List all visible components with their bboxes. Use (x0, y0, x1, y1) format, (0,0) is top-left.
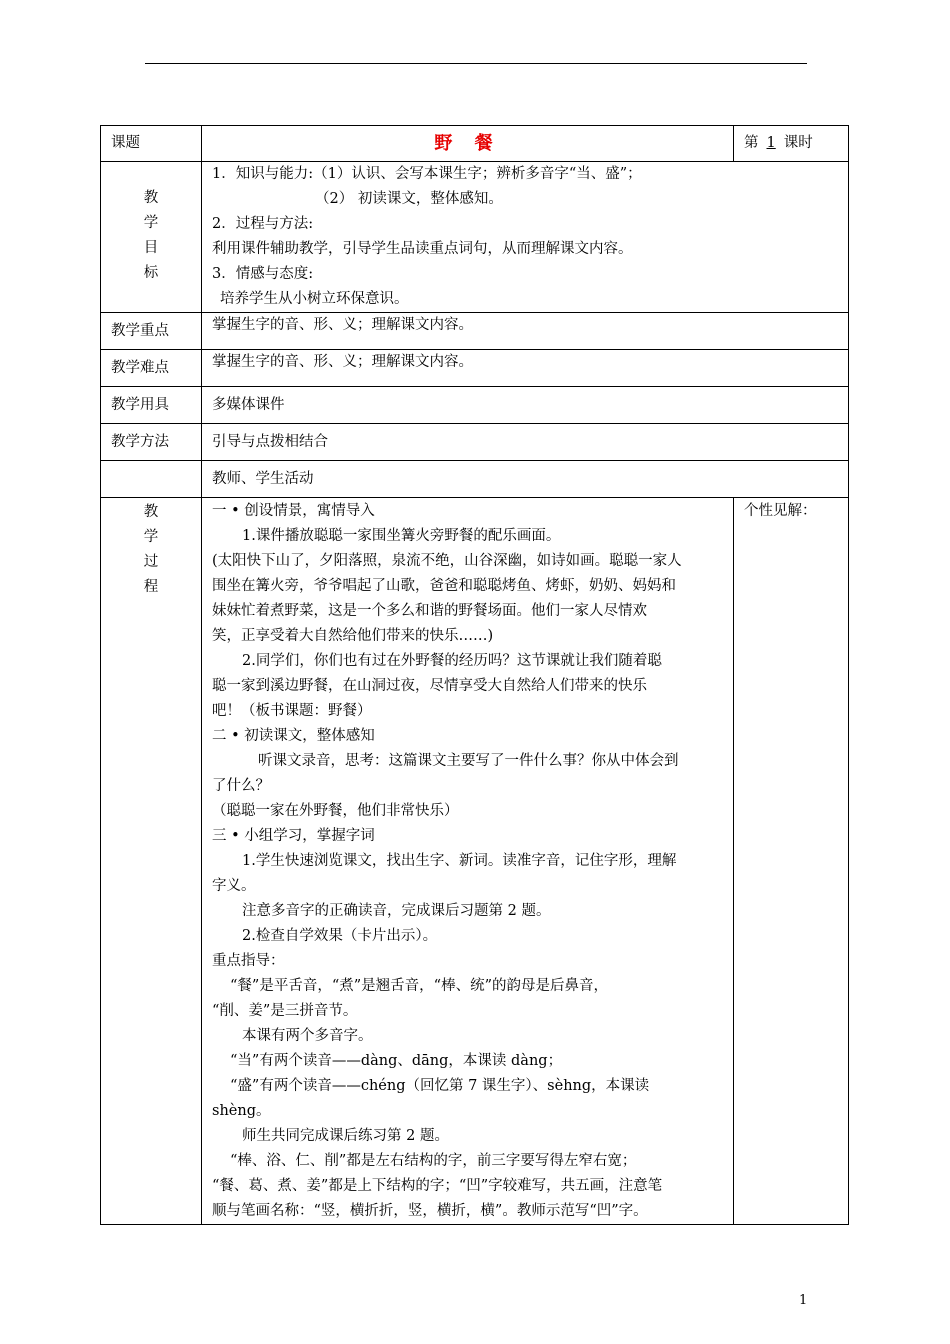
process-line: shèng。 (212, 1103, 271, 1119)
process-line: 重点指导： (212, 953, 285, 969)
objective-line: 利用课件辅助教学，引导学生品读重点词句，从而理解课文内容。 (212, 241, 633, 257)
objective-line: 1．知识与能力:（1）认识、会写本课生字；辨析多音字“当、盛”； (212, 166, 642, 182)
process-label-char: 教 (143, 504, 159, 520)
method-value: 引导与点拨相结合 (202, 424, 849, 461)
process-line: 2.同学们，你们也有过在外野餐的经历吗？这节课就让我们随着聪 (242, 653, 662, 669)
method-row (101, 424, 849, 461)
process-line: “当”有两个读音——dàng、dāng，本课读 dàng； (230, 1053, 563, 1069)
process-line: 师生共同完成课后练习第 2 题。 (242, 1128, 449, 1144)
process-line: 顺与笔画名称：“竖，横折折，竖，横折，横”。教师示范写“凹”字。 (212, 1203, 648, 1219)
process-line: 本课有两个多音字。 (242, 1028, 373, 1044)
difficulties-label: 教学难点 (101, 350, 202, 387)
tools-value: 多媒体课件 (202, 387, 849, 424)
activities-row (101, 461, 849, 498)
process-line: 妹妹忙着煮野菜，这是一个多么和谐的野餐场面。他们一家人尽情欢 (212, 603, 647, 619)
process-label (101, 498, 202, 1225)
personal-insight-label: 个性见解： (744, 503, 817, 519)
process-line: “餐”是平舌音，“煮”是翘舌音，“棒、统”的韵母是后鼻音， (230, 978, 608, 994)
key-points-label: 教学重点 (101, 313, 202, 350)
personal-insight-cell (734, 498, 849, 1225)
objectives-label-char: 教 (143, 190, 159, 206)
activities-label-empty (101, 461, 202, 498)
objectives-content (202, 162, 849, 313)
tools-row (101, 387, 849, 424)
activities-heading: 教师、学生活动 (202, 461, 849, 498)
objectives-label-char: 学 (143, 215, 159, 231)
process-label-char: 过 (143, 554, 159, 570)
process-line: 听课文录音，思考：这篇课文主要写了一件什么事？你从中体会到 (258, 753, 679, 769)
process-line: “削、姜”是三拼音节。 (212, 1003, 358, 1019)
header-rule (145, 63, 807, 64)
period-prefix: 第 (744, 135, 759, 151)
process-line: 三 • 小组学习，掌握字词 (212, 828, 375, 844)
process-line: 二 • 初读课文，整体感知 (212, 728, 375, 744)
period-number: 1 (766, 135, 776, 151)
objective-line: 2．过程与方法: (212, 216, 314, 232)
process-line: “棒、浴、仁、削”都是左右结构的字，前三字要写得左窄右宽； (230, 1153, 637, 1169)
process-line: 1.学生快速浏览课文，找出生字、新词。读准字音，记住字形，理解 (242, 853, 677, 869)
process-line: 聪一家到溪边野餐，在山洞过夜，尽情享受大自然给人们带来的快乐 (212, 678, 647, 694)
process-line: 吧！（板书课题：野餐） (212, 703, 372, 719)
objective-line: 3．情感与态度: (212, 266, 314, 282)
process-line: 了什么？ (212, 778, 270, 794)
objectives-label-char: 目 (143, 240, 159, 256)
process-line: （聪聪一家在外野餐，他们非常快乐） (212, 803, 459, 819)
process-line: 2.检查自学效果（卡片出示）。 (242, 928, 438, 944)
process-label-char: 学 (143, 529, 159, 545)
process-line: 注意多音字的正确读音，完成课后习题第 2 题。 (242, 903, 551, 919)
process-line: 字义。 (212, 878, 256, 894)
objectives-label-char: 标 (143, 265, 159, 281)
difficulties-row (101, 350, 849, 387)
header-row (101, 126, 849, 162)
process-line: 1.课件播放聪聪一家围坐篝火旁野餐的配乐画面。 (242, 528, 561, 544)
process-content (202, 498, 734, 1225)
lesson-plan-table (100, 125, 849, 1225)
tools-label: 教学用具 (101, 387, 202, 424)
lesson-title: 野 餐 (202, 126, 734, 162)
process-row (101, 498, 849, 1225)
objectives-row (101, 162, 849, 313)
difficulties-value: 掌握生字的音、形、义；理解课文内容。 (202, 350, 849, 387)
period-cell (734, 126, 849, 162)
objective-line: 培养学生从小树立环保意识。 (220, 291, 409, 307)
process-label-char: 程 (143, 579, 159, 595)
process-line: “盛”有两个读音——chéng（回忆第 7 课生字）、sèhng，本课读 (230, 1078, 650, 1094)
key-points-value: 掌握生字的音、形、义；理解课文内容。 (202, 313, 849, 350)
process-line: 笑，正享受着大自然给他们带来的快乐……) (212, 628, 494, 644)
process-line: 围坐在篝火旁，爷爷唱起了山歌，爸爸和聪聪烤鱼、烤虾，奶奶、妈妈和 (212, 578, 676, 594)
page-number: 1 (799, 1293, 808, 1308)
method-label: 教学方法 (101, 424, 202, 461)
process-line: (太阳快下山了，夕阳落照，泉流不绝，山谷深幽，如诗如画。聪聪一家人 (212, 553, 682, 569)
process-line: 一 • 创设情景，寓情导入 (212, 503, 375, 519)
objective-line: （2） 初读课文，整体感知。 (315, 191, 503, 207)
process-line: “餐、葛、煮、姜”都是上下结构的字；“凹”字较难写，共五画，注意笔 (212, 1178, 663, 1194)
subject-label: 课题 (101, 126, 202, 162)
objectives-label (101, 162, 202, 313)
key-points-row (101, 313, 849, 350)
period-suffix: 课时 (783, 135, 813, 151)
